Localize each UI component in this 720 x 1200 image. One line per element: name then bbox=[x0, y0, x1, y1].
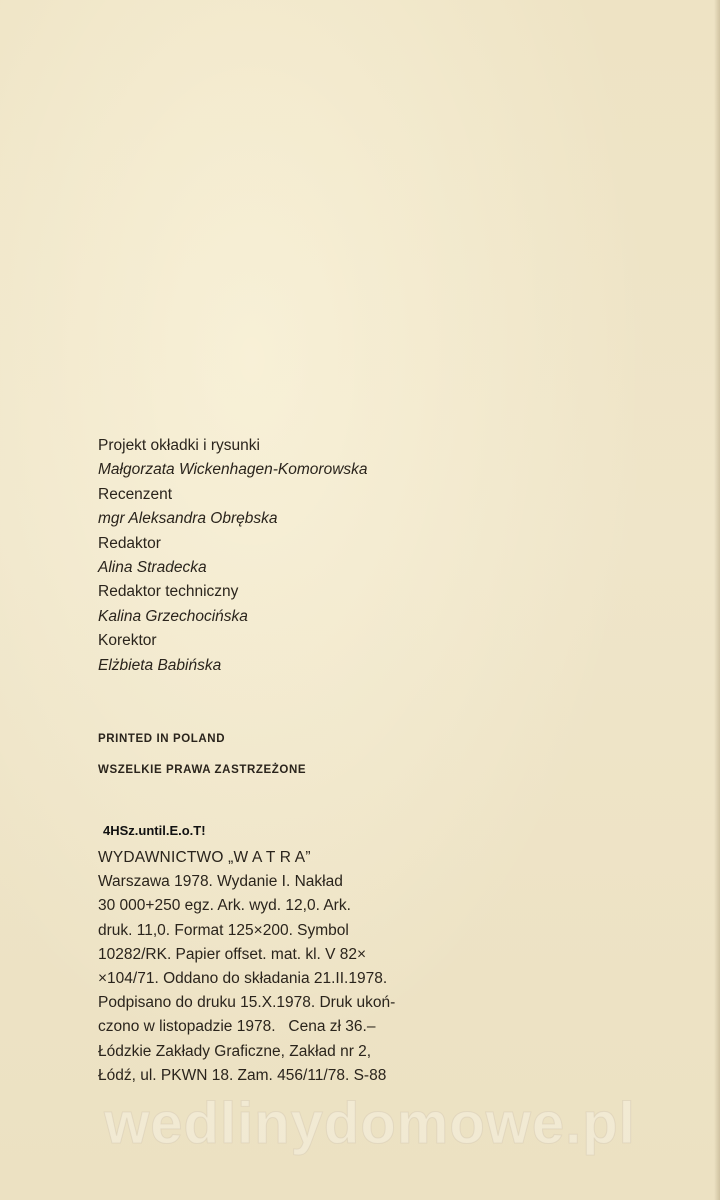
catalog-code: 4HSz.until.E.o.T! bbox=[103, 823, 206, 838]
imprint-line: 30 000+250 egz. Ark. wyd. 12,0. Ark. bbox=[98, 897, 351, 915]
publisher-name: WYDAWNICTWO „W A T R A” bbox=[98, 849, 311, 866]
credit-line: Elżbieta Babińska bbox=[98, 656, 222, 674]
imprint-line: Łódź, ul. PKWN 18. Zam. 456/11/78. S-88 bbox=[98, 1066, 387, 1084]
imprint-line: czono w listopadzie 1978. Cena zł 36.– bbox=[98, 1018, 376, 1036]
credit-line: Korektor bbox=[98, 632, 157, 650]
imprint-line: Podpisano do druku 15.X.1978. Druk ukoń- bbox=[98, 994, 396, 1012]
credit-line: Recenzent bbox=[98, 485, 173, 503]
imprint-line: 10282/RK. Papier offset. mat. kl. V 82× bbox=[98, 945, 367, 963]
printed-in-notice: PRINTED IN POLAND bbox=[98, 733, 226, 745]
imprint-line: druk. 11,0. Format 125×200. Symbol bbox=[98, 921, 349, 939]
credits-block bbox=[98, 434, 518, 678]
imprint-line: Warszawa 1978. Wydanie I. Nakład bbox=[98, 873, 343, 891]
credit-line: mgr Aleksandra Obrębska bbox=[98, 510, 278, 528]
credit-line: Małgorzata Wickenhagen-Komorowska bbox=[98, 461, 368, 479]
credit-line: Kalina Grzechocińska bbox=[98, 607, 248, 625]
imprint-line: Łódzkie Zakłady Graficzne, Zakład nr 2, bbox=[98, 1042, 372, 1060]
credit-line: Redaktor bbox=[98, 534, 161, 552]
imprint-line: ×104/71. Oddano do składania 21.II.1978. bbox=[98, 970, 388, 988]
credit-line: Projekt okładki i rysunki bbox=[98, 437, 260, 454]
credit-line: Alina Stradecka bbox=[98, 559, 207, 577]
credit-line: Redaktor techniczny bbox=[98, 583, 239, 601]
site-watermark: wedlinydomowe.pl bbox=[104, 1091, 636, 1156]
rights-notice: WSZELKIE PRAWA ZASTRZEŻONE bbox=[98, 764, 307, 776]
imprint-block bbox=[98, 846, 450, 1088]
page-edge-shadow bbox=[714, 0, 720, 1200]
